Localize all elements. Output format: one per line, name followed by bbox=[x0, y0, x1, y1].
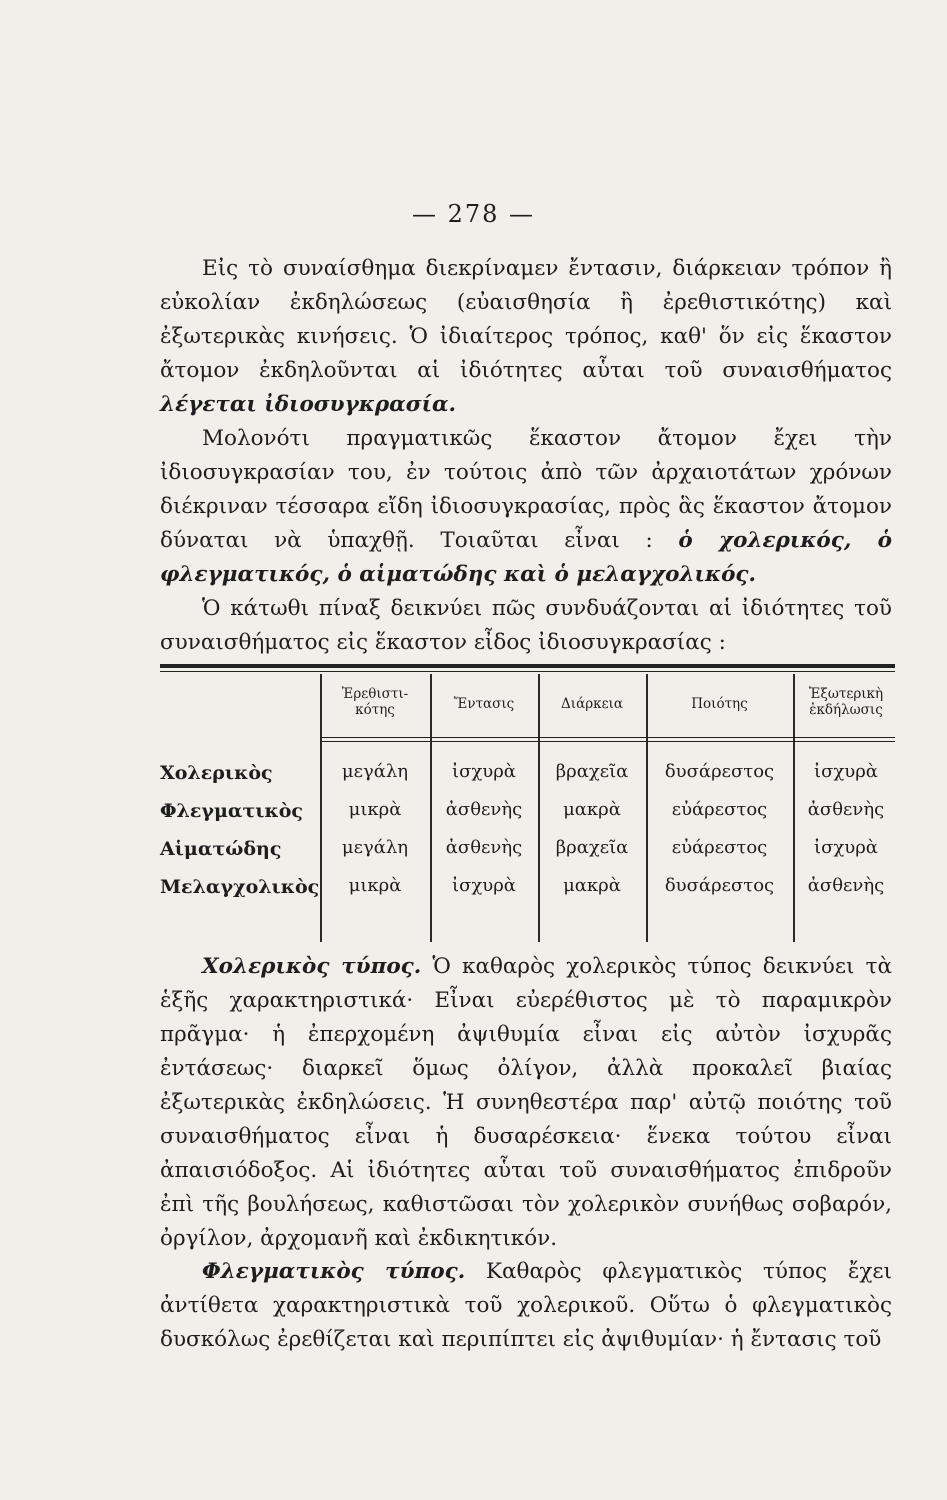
table-cell: ἰσχυρὰ bbox=[814, 837, 878, 858]
table-cell: μακρὰ bbox=[563, 875, 621, 896]
table-cell: ἰσχυρὰ bbox=[814, 761, 878, 782]
table-cell: δυσάρεστος bbox=[664, 875, 775, 896]
table-cell: ἀσθενὴς bbox=[807, 799, 885, 820]
row-label: Αἱματώδης bbox=[160, 838, 282, 860]
header-intensity: Ἔντασις bbox=[453, 696, 515, 712]
paragraph-text: Καθαρὸς φλεγματικὸς τύπος ἔχει ἀντίθετα χαρακτηριστικὰ τοῦ χολερικοῦ. Οὕτω ὁ φλεγματικὸς δυσκόλως ἐρεθίζεται καὶ περιπίπτει εἰς ἀψιθυμίαν· ἡ ἔντασις τοῦ bbox=[160, 1259, 892, 1352]
header-irritability bbox=[322, 686, 428, 718]
table-cell: ἀσθενὴς bbox=[445, 837, 523, 858]
paragraph-text: Μολονότι πραγματικῶς ἕκαστον ἄτομον ἔχει τὴν ἰδιοσυγκρασίαν του, ἐν τούτοις ἀπὸ τῶν ἀρχαιοτάτων χρόνων διέκριναν τέσσαρα εἴδη ἰδιοσυγκρασίας, πρὸς ἃς ἕκαστον ἄτομον δύναται νὰ ὑπαχθῇ. Τοιαῦται εἶναι : bbox=[160, 426, 892, 553]
table-cell: μικρὰ bbox=[348, 875, 402, 896]
section-term: Χολερικὸς τύπος. bbox=[202, 954, 422, 979]
section-term: Φλεγματικὸς τύπος. bbox=[202, 1259, 466, 1284]
paragraph-text: Εἰς τὸ συναίσθημα διεκρίναμεν ἔντασιν, διάρκειαν τρόπον ἢ εὐκολίαν ἐκδηλώσεως (εὐαισθησία ἢ ἐρεθιστικότης) καὶ ἐξωτερικὰς κινήσεις. Ὁ ἰδιαίτερος τρόπος, καθ' ὅν εἰς ἕκαστον ἄτομον ἐκδηλοῦνται αἱ ἰδιότητες αὗται τοῦ συναισθήματος bbox=[160, 256, 892, 383]
table-cell: εὐάρεστος bbox=[671, 837, 768, 858]
table-top-rule-thick bbox=[160, 664, 895, 668]
paragraph-text: Ὁ κάτωθι πίναξ δεικνύει πῶς συνδυάζονται αἱ ἰδιότητες τοῦ συναισθήματος εἰς ἕκαστον εἶδος ἰδιοσυγκρασίας : bbox=[160, 596, 892, 655]
table-cell: εὐάρεστος bbox=[671, 799, 768, 820]
header-duration: Διάρκεια bbox=[561, 696, 623, 712]
header-line: ἐκδήλωσις bbox=[809, 702, 883, 718]
row-label: Χολερικὸς bbox=[160, 762, 273, 784]
header-line: κότης bbox=[355, 702, 395, 718]
header-quality: Ποιότης bbox=[691, 696, 748, 712]
table-cell: βραχεῖα bbox=[555, 837, 629, 858]
table-cell: μεγάλη bbox=[341, 837, 409, 858]
paragraph-table-intro bbox=[160, 592, 892, 660]
key-terms: ὁ χολερικός, ὁ φλεγματικός, ὁ αἱματώδης καὶ ὁ μελαγχολικός. bbox=[160, 528, 892, 587]
table-cell: βραχεῖα bbox=[555, 761, 629, 782]
table-cell: μικρὰ bbox=[348, 799, 402, 820]
table-top-rule-thin bbox=[160, 671, 895, 672]
table-cell: δυσάρεστος bbox=[664, 761, 775, 782]
table-cell: ἀσθενὴς bbox=[445, 799, 523, 820]
paragraph-four-types bbox=[160, 422, 892, 592]
header-line: Ἐρεθιστι- bbox=[341, 686, 409, 702]
header-line: Ἐξωτερικὴ bbox=[808, 686, 884, 702]
table-cell: μεγάλη bbox=[341, 761, 409, 782]
paragraph-choleric-type bbox=[160, 950, 892, 1256]
paragraph-phlegmatic-type bbox=[160, 1255, 892, 1357]
page-number: — 278 — bbox=[411, 200, 536, 228]
table-cell: ἰσχυρὰ bbox=[452, 875, 516, 896]
paragraph-text: Ὁ καθαρὸς χολερικὸς τύπος δεικνύει τὰ ἑξῆς χαρακτηριστικά· Εἶναι εὐερέθιστος μὲ τὸ παραμικρὸν πρᾶγμα· ἡ ἐπερχομένη ἀψιθυμία εἶναι εἰς αὐτὸν ἰσχυρᾶς ἐντάσεως· διαρκεῖ ὅμως ὀλίγον, ἀλλὰ προκαλεῖ βιαίας ἐξωτερικὰς ἐκδηλώσεις. Ἡ συνηθεστέρα παρ' αὐτῷ ποιότης τοῦ συναισθήματος εἶναι ἡ δυσαρέσκεια· ἕνεκα τούτου εἶναι ἀπαισιόδοξος. Αἱ ἰδιότητες αὗται τοῦ συναισθήματος ἐπιδροῦν ἐπὶ τῆς βουλήσεως, καθιστῶσαι τὸν χολερικὸν συνήθως σοβαρόν, ὀργίλον, ἀρχομανῆ καὶ ἐκδικητικόν. bbox=[160, 954, 892, 1251]
row-label: Φλεγματικὸς bbox=[160, 800, 303, 822]
header-bottom-rule bbox=[320, 741, 895, 742]
paragraph-temperament-definition bbox=[160, 252, 892, 422]
table-cell: ἀσθενὴς bbox=[807, 875, 885, 896]
header-external-expression bbox=[795, 686, 897, 718]
header-bottom-rule bbox=[320, 737, 895, 738]
table-cell: μακρὰ bbox=[563, 799, 621, 820]
table-cell: ἰσχυρὰ bbox=[452, 761, 516, 782]
key-term: λέγεται ἰδιοσυγκρασία. bbox=[160, 392, 457, 417]
row-label: Μελαγχολικὸς bbox=[160, 876, 320, 898]
